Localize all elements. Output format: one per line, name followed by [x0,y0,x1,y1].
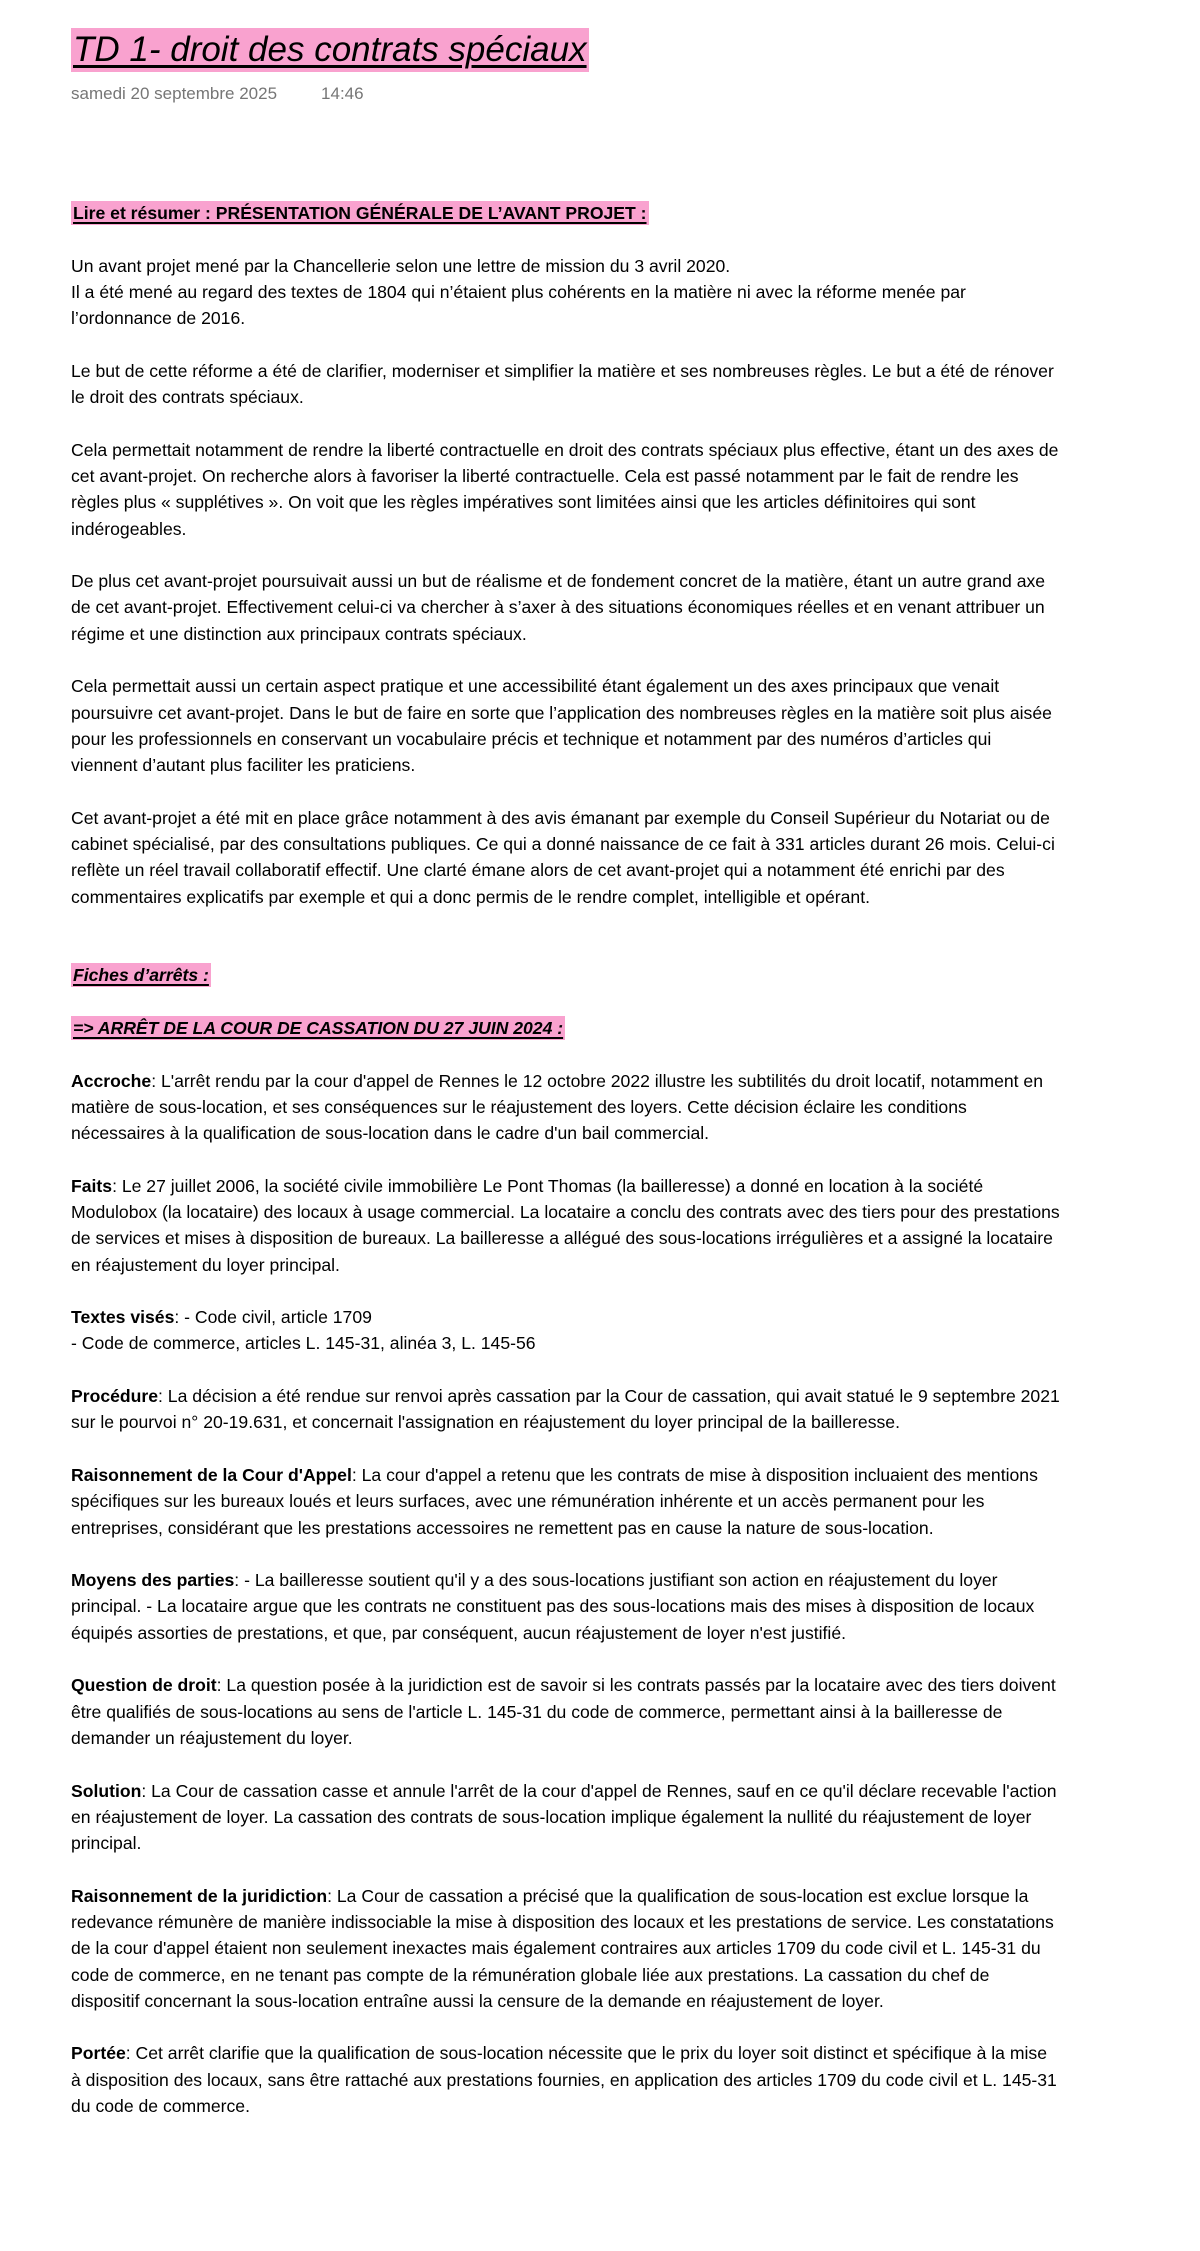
fiche-label: Procédure [71,1386,159,1407]
page-time: 14:46 [321,84,364,103]
paragraph: Le but de cette réforme a été de clarifier, moderniser et simplifier la matière et ses nombreuses règles. Le but a été de rénover le droit des contrats spéciaux. [71,360,1054,408]
fiche-item-solution: Solution: La Cour de cassation casse et annule l'arrêt de la cour d'appel de Rennes, sauf en ce qu'il déclare recevable l'action en réajustement de loyer. La cassation des contrats de sous-location implique également la nullité du réajustement de loyer principal. [71,1780,1057,1854]
document-body [71,200,1061,2146]
fiche-item-accroche: Accroche: L'arrêt rendu par la cour d'appel de Rennes le 12 octobre 2022 illustre les subtilités du droit locatif, notamment en matière de sous-location, et ses conséquences sur le réajustement des loyers. Cette décision éclaire les conditions nécessaires à la qualification de sous-location dans le cadre d'un bail commercial. [71,1070,1043,1144]
paragraph: Cela permettait aussi un certain aspect pratique et une accessibilité étant également un des axes principaux que venait poursuivre cet avant-projet. Dans le but de faire en sorte que l’application des nombreuses règles en la matière soit plus aisée pour les professionnels en conservant un vocabulaire précis et technique et notamment par des numéros d’articles qui viennent d’autant plus faciliter les praticiens. [71,676,1052,776]
paragraph: Cet avant-projet a été mit en place grâce notamment à des avis émanant par exemple du Conseil Supérieur du Notariat ou de cabinet spécialisé, par des consultations publiques. Ce qui a donné naissance de ce fait à 331 articles durant 26 mois. Celui-ci reflète un réel travail collaboratif effectif. Une clarté émane alors de cet avant-projet qui a notamment été enrichi par des commentaires explicatifs par exemple et qui a donc permis de le rendre complet, intelligible et opérant. [71,807,1055,907]
section-heading-presentation: Lire et résumer : PRÉSENTATION GÉNÉRALE DE L’AVANT PROJET : [73,203,647,223]
page-title: TD 1- droit des contrats spéciaux [71,28,589,72]
fiche-label: Raisonnement de la juridiction [71,1885,328,1906]
fiche-label: Portée [71,2043,126,2064]
fiche-item-procedure: Procédure: La décision a été rendue sur renvoi après cassation par la Cour de cassation, qui avait statué le 9 septembre 2021 sur le pourvoi n° 20-19.631, et concernait l'assignation en réajustement du loyer principal de la bailleresse. [71,1386,1060,1433]
fiche-item-question: Question de droit: La question posée à la juridiction est de savoir si les contrats passés par la locataire avec des tiers doivent être qualifiés de sous-locations au sens de l'article L. 145-31 du code de commerce, permettant ainsi à la bailleresse de demander un réajustement du loyer. [71,1675,1056,1748]
fiche-item-portee: Portée: Cet arrêt clarifie que la qualification de sous-location nécessite que le prix du loyer soit distinct et spécifique à la mise à disposition des locaux, sans être rattaché aux prestations fournies, en application des articles 1709 du code civil et L. 145-31 du code de commerce. [71,2043,1057,2117]
fiche-item-raisonnement-juridiction: Raisonnement de la juridiction: La Cour de cassation a précisé que la qualification de sous-location est exclue lorsque la redevance rémunère de manière indissociable la mise à disposition des locaux et les prestations de service. Les constatations de la cour d'appel étaient non seulement inexactes mais également contraires aux articles 1709 du code civil et L. 145-31 du code de commerce, en ne tenant pas compte de la rémunération globale liée aux prestations. La cassation du chef de dispositif concernant la sous-location entraîne aussi la censure de la demande en réajustement de loyer. [71,1885,1054,2011]
paragraph: Un avant projet mené par la Chancellerie selon une lettre de mission du 3 avril 2020. Il a été mené au regard des textes de 1804 qui n’étaient plus cohérents en la matière ni avec la réforme menée par l’ordonnance de 2016. [71,255,966,329]
fiche-label: Faits [71,1175,113,1196]
fiche-item-moyens: Moyens des parties: - La bailleresse soutient qu'il y a des sous-locations justifiant son action en réajustement du loyer principal. - La locataire argue que les contrats ne constituent pas des sous-locations mais des mises à disposition de locaux équipés assorties de prestations, et que, par conséquent, aucun réajustement de loyer n'est justifié. [71,1570,1035,1643]
paragraph: Cela permettait notamment de rendre la liberté contractuelle en droit des contrats spéciaux plus effective, étant un des axes de cet avant-projet. On recherche alors à favoriser la liberté contractuelle. Cela est passé notamment par le fait de rendre les règles plus « supplétives ». On voit que les règles impératives sont limitées ainsi que les articles définitoires qui sont indérogeables. [71,439,1059,539]
fiche-label: Accroche [71,1070,152,1091]
page-date: samedi 20 septembre 2025 [71,84,278,103]
section-subheading-arret: => ARRÊT DE LA COUR DE CASSATION DU 27 JUIN 2024 : [73,1017,564,1038]
fiche-item-raisonnement-ca: Raisonnement de la Cour d'Appel: La cour d'appel a retenu que les contrats de mise à disposition incluaient des mentions spécifiques sur les bureaux loués et leurs surfaces, avec une rémunération inhérente et un accès permanent pour les entreprises, considérant que les prestations accessoires ne remettent pas en cause la nature de sous-location. [71,1464,1038,1538]
page-meta [71,84,364,104]
fiche-label: Question de droit [71,1675,217,1696]
fiche-item-faits: Faits: Le 27 juillet 2006, la société civile immobilière Le Pont Thomas (la bailleresse) a donné en location à la société Modulobox (la locataire) des locaux à usage commercial. La locataire a conclu des contrats avec des tiers pour des prestations de services et mises à disposition de bureaux. La bailleresse a allégué des sous-locations irrégulières et a assigné la locataire en réajustement du loyer principal. [71,1175,1060,1275]
fiche-label: Raisonnement de la Cour d'Appel [71,1464,352,1485]
fiche-label: Moyens des parties [71,1570,235,1591]
paragraph: De plus cet avant-projet poursuivait aussi un but de réalisme et de fondement concret de la matière, étant un autre grand axe de cet avant-projet. Effectivement celui-ci va chercher à s’axer à des situations économiques réelles et en venant attribuer un régime et une distinction aux principaux contrats spéciaux. [71,571,1046,644]
fiche-label: Textes visés [71,1307,175,1328]
section-heading-fiches: Fiches d’arrêts : [73,965,209,986]
fiche-item-textes: Textes visés: - Code civil, article 1709 - Code de commerce, articles L. 145-31, alinéa 3, L. 145-56 [71,1307,536,1354]
fiche-label: Solution [71,1780,142,1801]
